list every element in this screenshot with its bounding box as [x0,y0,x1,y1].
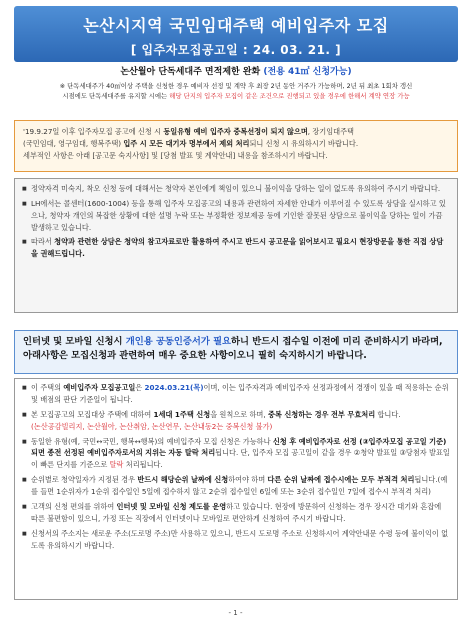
certificate-notice-box [14,330,458,374]
i4-text: 순위별로 청약일자가 지정된 경우 [31,475,138,485]
list-item [22,501,450,525]
i4-bold-2: 다른 순위 날짜에 접수시에는 모두 부적격 처리 [267,475,415,485]
list-item [22,198,450,234]
item-rank-date-rule [31,474,450,498]
item-road-address: 신청서의 주소지는 새로운 주소(도로명 주소)만 사용하고 있으니, 반드시 도로명 주소로 신청하시어 계약안내문 수령 등에 불이익이 없도록 유의하시기 바랍니다. [31,528,449,550]
duplicate-selection-box [14,120,458,172]
box1-p2-bold: 입주 시 모든 대기자 명부에서 제외 처리 [123,138,250,148]
i2-bold: 1세대 1주택 신청 [153,409,211,419]
i1-text: 이 주택의 [31,383,64,392]
caution-text-3 [31,236,450,260]
i3-red: 탈락 [109,460,124,470]
i4-text-2: 하여야 하며 [228,475,268,485]
i5-tail: 하고 있습니다. 현장에 방문하여 신청하는 경우 장시간 대기와 혼잡에 따른 불편함이 있으니, 가정 또는 직장에서 인터넷이나 모바일로 편안하게 신청하여 주시기 바랍니다. [31,501,442,523]
box1-p1-tail: , 장기임대주택 [307,127,354,136]
list-item [22,236,450,260]
caution-box [14,178,458,313]
square-bullet-icon: ■ [22,477,27,484]
list-item [22,528,450,552]
caution-text-3-bold: 청약과 관련한 상담은 청약의 참고자료로만 활용하여 주시고 반드시 공고문을 읽어보시고 필요시 현장방문을 통한 직접 상담을 권해드립니다. [31,236,444,258]
notice-body [14,81,458,102]
box1-p2-tail: 되니 신청 시 유의하시기 바랍니다. [249,138,359,148]
notice-line-1: ※ 단독세대주가 40㎡이상 주택을 신청한 경우 예비자 선정 및 계약 후 최장 2년 동안 거주가 가능하며, 2년 뒤 최초 1회차 갱신 [59,81,413,90]
certificate-notice-highlight: 개인용 공동인증서가 필요 [125,336,232,347]
i2-text-2: 을 원칙으로 하며, [210,409,268,419]
page-number: - 1 - [228,609,243,617]
square-bullet-icon: ■ [22,530,27,537]
notice-title-text: 논산월아 단독세대주 면적제한 완화 [120,67,264,77]
i4-bold: 반드시 해당순위 날짜에 신청 [137,475,229,485]
i3-text-2: 됩니다. 단, 입주자 모집 공고일이 같을 경우 ②청약 발표일 ③당첨자 발표일이 빠른 단지를 기준으로 [31,448,450,470]
i4-tail: 됩니다.(예를 들면 1순위자가 1순위 접수일인 5일에 접수하지 않고 2순위 접수일인 6일에 또는 3순위 접수일인 7일에 접수시 부적격 처리) [31,475,448,496]
i2-complex-list: (논산공감빌리지, 논산월아, 논산취암, 논산연무, 논산내동2는 중복신청 불가) [31,421,273,431]
item-same-type-rule [31,436,450,472]
caution-text-1: 정약자격 미숙지, 착오 신청 등에 대해서는 청약자 본인에게 책임이 있으니 불이익을 당하는 일이 없도록 유의하여 주시기 바랍니다. [31,184,441,193]
box1-p1-text: '19.9.27일 이후 입주자모집 공고에 신청 시 [23,127,164,136]
square-bullet-icon: ■ [22,385,27,391]
i3-tail: 처리됩니다. [123,460,163,470]
i3-bold: 신청 후 예비입주자로 선정 (③입주자모집 공고일 기준) 되면 종전 선정된 예비입주자로서의 지위는 자동 탈락 처리 [31,436,447,458]
list-item [22,474,450,498]
certificate-notice-text: 인터넷 및 모바일 신청시 [23,336,126,347]
notice-line-2 [14,91,458,101]
i3-text: 동일한 유형(예, 국민↔국민, 행복↔행복)의 예비입주자 모집 신청은 가능하나 [31,436,273,446]
box1-p2-text: (국민임대, 영구임대, 행복주택) [23,138,124,148]
notice-line-2-highlight: 해당 단지의 입주자 모집이 같은 조건으로 진행되고 있을 경우에 한해서 계약 연장 가능 [169,92,410,101]
area-relaxation-notice [14,66,458,112]
list-item [22,183,450,196]
i1-date: 2024.03.21(목) [144,383,204,392]
box1-paragraph-2 [23,138,449,150]
i5-bold: 인터넷 및 모바일 신청 제도를 운영 [116,501,227,511]
certificate-notice-tail: 하니 반드시 접수일 이전에 미리 준비하시기 바라며, 아래사항은 모집신청과 관련하여 매우 중요한 사항이오니 필히 숙지하시기 바랍니다. [23,336,443,361]
list-item [22,436,450,472]
square-bullet-icon: ■ [22,186,27,192]
caution-text-2: LH에서는 콜센터(1600-1004) 등을 통해 입주자 모집공고의 내용과 관련하여 자세한 안내가 이루어질 수 있도록 상담을 실시하고 있으나, 청약자 개인의 복잡한 상황에 대한 설명 누락 또는 부정확한 정보제공 등에 기인한 잘못된 상담으로 불이익을 당하는 일이 가끔 발생하고 있습니다. [31,199,446,232]
square-bullet-icon: ■ [22,438,27,445]
item-online-application [31,501,450,525]
square-bullet-icon: ■ [22,411,27,418]
caution-text-3-lead: 따라서 [31,236,55,246]
announcement-date: [ 입주자모집공고일 : 24. 03. 21. ] [130,42,342,57]
page-title: 논산시지역 국민임대주택 예비입주자 모집 [83,16,389,35]
i5-text: 고객의 신청 편의를 위하여 [31,501,117,511]
box1-p1-bold: 동일유형 예비 입주자 중복선정이 되지 않으며 [163,127,308,136]
notice-title [14,66,458,80]
box1-paragraph-3: 세부적인 사항은 아래 [공고문 숙지사항] 및 [당첨 발표 및 계약안내] 내용을 참조하시기 바랍니다. [23,150,328,160]
square-bullet-icon: ■ [22,238,27,245]
i2-text: 본 모집공고의 모집대상 주택에 대하여 [31,409,154,419]
i2-bold-2: 중복 신청하는 경우 전부 무효처리 [267,409,376,419]
list-item [22,382,450,406]
list-item [22,409,450,433]
item-announcement-date [31,382,450,406]
i2-text-3: 합니다. [375,409,401,419]
important-items-list [14,378,458,600]
i1-bold: 예비입주자 모집공고일 [63,383,136,392]
notice-line-2-text: 시점에도 단독세대주를 유지할 시에는 [62,92,170,101]
i1-tail: 이며, 이는 입주자격과 예비입주자 선정과정에서 경쟁이 있을 때 적용하는 순위 및 배점의 판단 기준일이 됩니다. [31,383,449,404]
notice-title-highlight: (전용 41㎡ 신청가능) [263,67,352,77]
i1-text-2: 은 [135,383,145,392]
item-one-house-rule [31,409,450,433]
page-header [14,6,458,62]
square-bullet-icon: ■ [22,503,27,510]
square-bullet-icon: ■ [22,201,27,207]
box1-paragraph-1 [23,126,449,138]
